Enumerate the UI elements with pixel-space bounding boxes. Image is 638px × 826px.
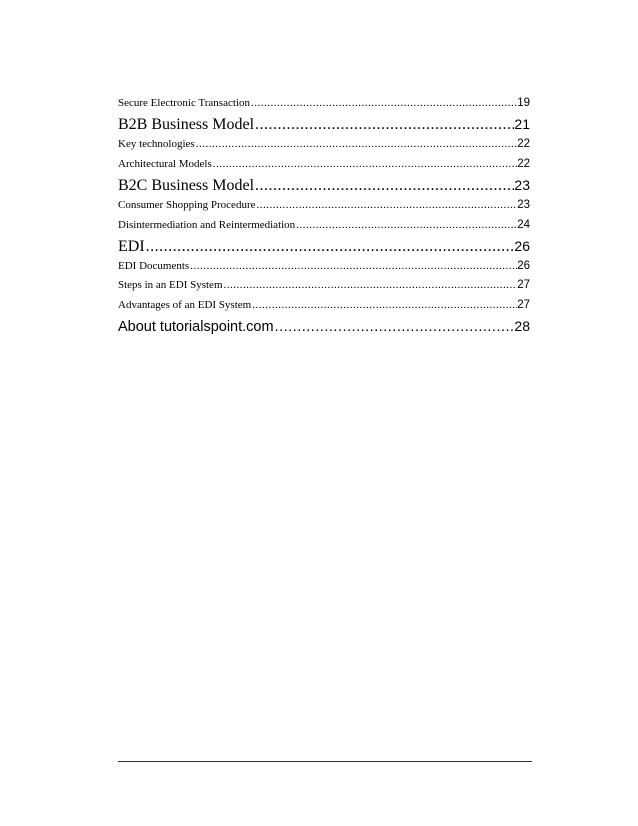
toc-page-number: 19 bbox=[517, 97, 530, 109]
toc-dot-leader bbox=[255, 196, 517, 215]
toc-entry-title: B2C Business Model bbox=[118, 177, 255, 195]
toc-page-number: 26 bbox=[517, 259, 530, 272]
toc-entry-title: Key technologies bbox=[118, 138, 195, 151]
toc-entry[interactable] bbox=[118, 296, 530, 315]
toc-entry[interactable] bbox=[118, 174, 530, 196]
toc-page-number: 23 bbox=[514, 177, 530, 194]
toc-entry[interactable] bbox=[118, 94, 530, 113]
toc-page-number: 26 bbox=[514, 237, 530, 254]
toc-page-number: 21 bbox=[514, 116, 530, 133]
toc-page-number: 23 bbox=[517, 199, 530, 212]
toc-dot-leader bbox=[212, 155, 517, 174]
toc-entry[interactable] bbox=[118, 135, 530, 154]
toc-page-number: 22 bbox=[517, 138, 530, 151]
toc-dot-leader bbox=[250, 94, 517, 113]
toc-entry[interactable] bbox=[118, 196, 530, 215]
toc-entry[interactable] bbox=[118, 113, 530, 135]
toc-entry-title: B2B Business Model bbox=[118, 116, 255, 134]
toc-entry-title: About tutorialspoint.com bbox=[118, 319, 274, 336]
toc-dot-leader bbox=[274, 316, 515, 337]
toc-entry-title: Consumer Shopping Procedure bbox=[118, 199, 256, 212]
toc-entry-title: EDI Documents bbox=[118, 259, 190, 272]
toc-entry[interactable] bbox=[118, 257, 530, 276]
toc-page-number: 27 bbox=[517, 279, 530, 292]
table-of-contents bbox=[118, 94, 530, 337]
toc-dot-leader bbox=[195, 135, 518, 154]
toc-page-number: 22 bbox=[517, 157, 530, 170]
toc-entry[interactable] bbox=[118, 155, 530, 174]
footer-divider bbox=[118, 761, 532, 762]
toc-page-number: 24 bbox=[517, 218, 530, 231]
toc-dot-leader bbox=[223, 276, 518, 295]
toc-dot-leader bbox=[295, 216, 517, 235]
toc-entry-title: Advantages of an EDI System bbox=[118, 298, 252, 311]
toc-dot-leader bbox=[251, 296, 517, 315]
toc-entry[interactable] bbox=[118, 235, 530, 257]
toc-page-number: 28 bbox=[514, 318, 530, 335]
toc-page-number: 27 bbox=[517, 298, 530, 311]
toc-entry-title: Steps in an EDI System bbox=[118, 279, 223, 292]
toc-entry-title: Disintermediation and Reintermediation bbox=[118, 218, 296, 231]
toc-entry[interactable] bbox=[118, 216, 530, 235]
toc-dot-leader bbox=[254, 175, 514, 196]
toc-entry[interactable] bbox=[118, 315, 530, 337]
toc-entry-title: Architectural Models bbox=[118, 157, 212, 170]
toc-entry[interactable] bbox=[118, 276, 530, 295]
toc-dot-leader bbox=[254, 114, 514, 135]
toc-dot-leader bbox=[145, 236, 515, 257]
toc-entry-title: Secure Electronic Transaction bbox=[118, 97, 250, 109]
toc-dot-leader bbox=[189, 257, 517, 276]
toc-entry-title: EDI bbox=[118, 237, 145, 255]
